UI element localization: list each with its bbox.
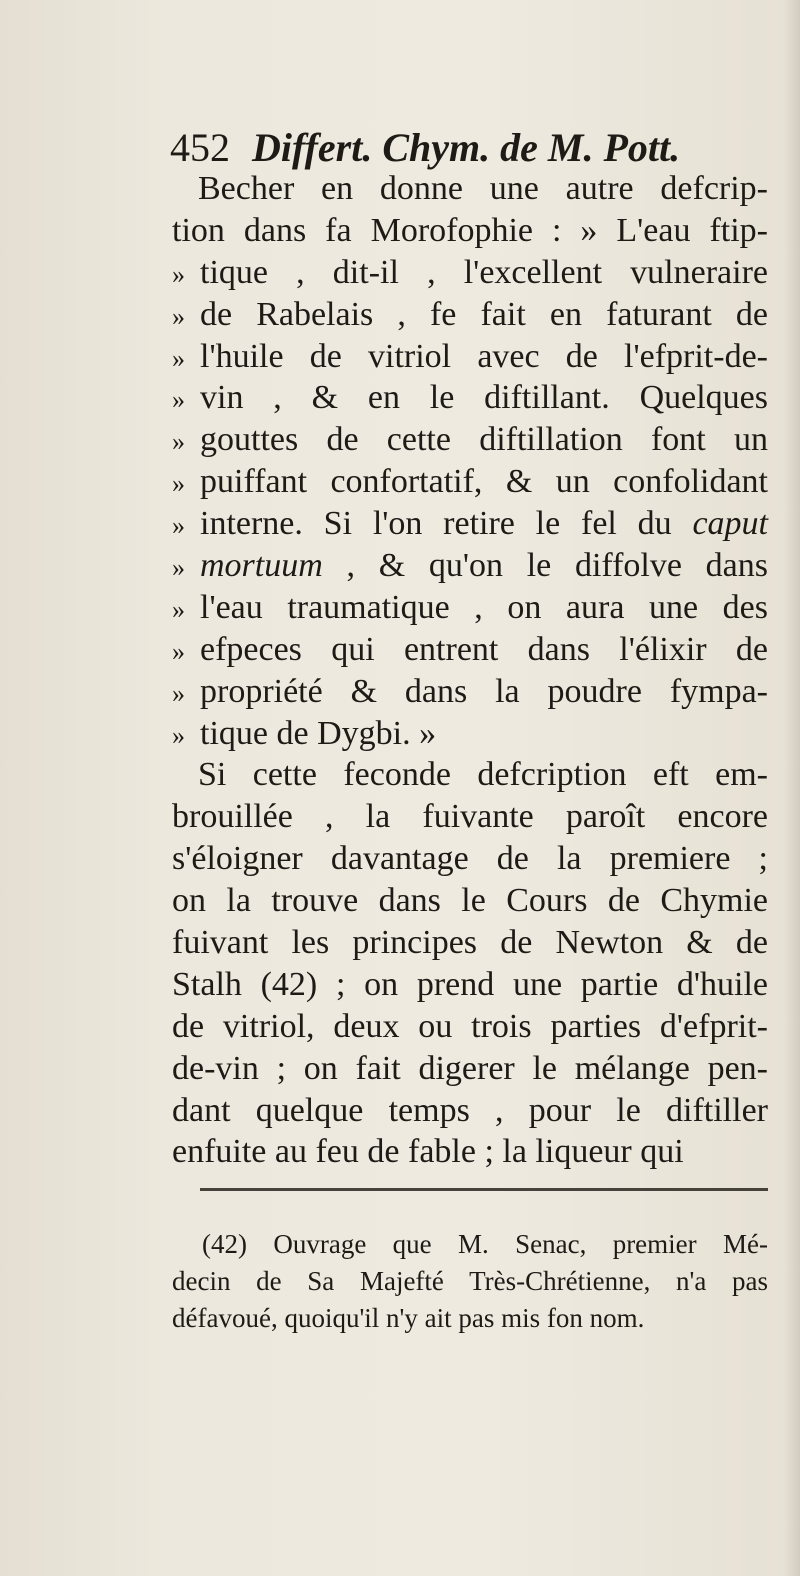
line-text: enfuite au feu de fable ; la liqueur qui <box>172 1133 684 1171</box>
quote-mark: » <box>172 678 185 708</box>
footnote-rule <box>200 1188 768 1191</box>
text-line <box>172 168 768 210</box>
text-line <box>172 503 768 545</box>
text-line <box>172 880 768 922</box>
line-text: vin , & en le diftillant. Quelques <box>200 379 768 417</box>
text-line <box>172 377 768 419</box>
text-line <box>172 629 768 671</box>
running-title: Differt. Chym. de M. Pott. <box>252 125 681 170</box>
text-line <box>172 964 768 1006</box>
line-text: dant quelque temps , pour le diftiller <box>172 1091 768 1129</box>
line-text: interne. Si l'on retire le fel du <box>200 505 693 543</box>
line-text: de-vin ; on fait digerer le mélange pen- <box>172 1049 768 1087</box>
line-text: puiffant confortatif, & un confolidant <box>200 463 768 501</box>
text-line <box>172 796 768 838</box>
page-number: 452 <box>170 125 230 170</box>
text-line <box>172 1131 768 1173</box>
text-line <box>172 419 768 461</box>
line-text: on la trouve dans le Cours de Chymie <box>172 882 768 920</box>
line-text: Becher en donne une autre defcrip- <box>198 170 768 207</box>
quote-mark: » <box>172 343 185 373</box>
line-text: Stalh (42) ; on prend une partie d'huile <box>172 965 768 1003</box>
quote-mark: » <box>172 553 185 583</box>
page-gutter-shadow <box>784 0 800 1576</box>
line-text: de Rabelais , fe fait en faturant de <box>200 295 768 333</box>
line-text: l'eau traumatique , on aura une des <box>200 588 768 626</box>
quote-mark: » <box>172 301 185 331</box>
running-header <box>170 122 730 174</box>
text-line <box>172 210 768 252</box>
text-line <box>172 1006 768 1048</box>
italic-word: mortuum <box>200 547 323 585</box>
footnote-line: decin de Sa Majefté Très-Chrétienne, n'a pas <box>172 1266 768 1296</box>
text-line <box>172 1090 768 1132</box>
quote-mark: » <box>172 469 185 499</box>
quote-mark: » <box>172 636 185 666</box>
line-text: s'éloigner davantage de la premiere ; <box>172 840 768 878</box>
quote-mark: » <box>172 720 185 750</box>
line-text: l'huile de vitriol avec de l'efprit-de- <box>200 337 768 375</box>
line-text: Si cette feconde defcription eft em- <box>198 756 768 794</box>
line-text: mortuum , & qu'on le diffolve dans <box>200 547 768 585</box>
line-text: tique de Dygbi. » <box>200 714 437 752</box>
footnote <box>172 1226 768 1337</box>
line-text: efpeces qui entrent dans l'élixir de <box>200 630 768 668</box>
text-line <box>172 252 768 294</box>
text-line <box>172 922 768 964</box>
text-line <box>172 294 768 336</box>
text-line <box>172 713 768 755</box>
line-text: propriété & dans la poudre fympa- <box>200 672 768 710</box>
line-text: brouillée , la fuivante paroît encore <box>172 798 768 836</box>
italic-word: caput <box>692 505 768 543</box>
line-text: de vitriol, deux ou trois parties d'efprit- <box>172 1007 768 1045</box>
quote-mark: » <box>172 427 185 457</box>
line-text: gouttes de cette diftillation font un <box>200 421 768 459</box>
text-line <box>172 545 768 587</box>
quote-mark: » <box>172 594 185 624</box>
text-line <box>172 587 768 629</box>
text-line <box>172 838 768 880</box>
text-line <box>172 671 768 713</box>
text-line <box>172 754 768 796</box>
line-text: tion dans fa Morofophie : » L'eau ftip- <box>172 211 768 249</box>
line-text: fuivant les principes de Newton & de <box>172 924 768 962</box>
footnote-line: (42) Ouvrage que M. Senac, premier Mé- <box>202 1229 768 1259</box>
footnote-line: défavoué, quoiqu'il n'y ait pas mis fon nom. <box>172 1303 645 1333</box>
main-text <box>172 168 768 1173</box>
quote-mark: » <box>172 511 185 541</box>
text-line <box>172 336 768 378</box>
line-text: tique , dit-il , l'excellent vulneraire <box>200 253 768 291</box>
text-line <box>172 461 768 503</box>
text-line <box>172 1048 768 1090</box>
quote-mark: » <box>172 259 185 289</box>
quote-mark: » <box>172 385 185 415</box>
